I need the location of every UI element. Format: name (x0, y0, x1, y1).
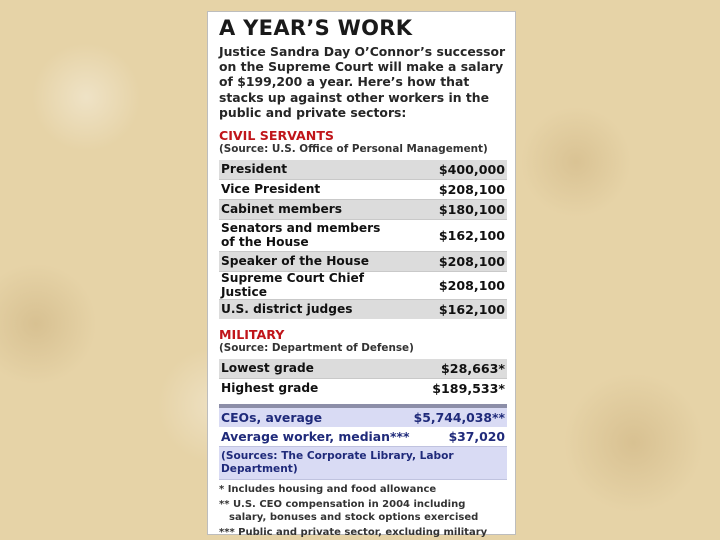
salary-label: U.S. district judges (219, 300, 393, 320)
table-row (219, 200, 507, 220)
table-row (219, 160, 507, 180)
table-row (219, 220, 507, 252)
military-heading: MILITARY (219, 327, 285, 343)
salary-label: Supreme Court Chief Justice (219, 272, 393, 300)
table-row (219, 427, 507, 446)
salary-value: $400,000 (393, 160, 507, 180)
table-row (219, 300, 507, 320)
table-row (219, 252, 507, 272)
salary-infographic (207, 11, 516, 538)
civil-servants-table (219, 160, 507, 319)
salary-value: $208,100 (393, 252, 507, 272)
private-sector-block (219, 404, 507, 480)
salary-value: $189,533* (383, 379, 507, 399)
salary-label: President (219, 160, 393, 180)
private-sector-table (219, 408, 507, 446)
salary-value: $28,663* (383, 359, 507, 379)
civil-servants-source: (Source: U.S. Office of Personal Management) (219, 143, 488, 156)
table-row (219, 272, 507, 300)
military-source: (Source: Department of Defense) (219, 342, 414, 355)
salary-label: Average worker, median*** (219, 427, 412, 446)
salary-label: Highest grade (219, 379, 383, 399)
salary-value: $180,100 (393, 200, 507, 220)
salary-value: $208,100 (393, 180, 507, 200)
table-row (219, 408, 507, 427)
salary-label: Lowest grade (219, 359, 383, 379)
footnote (219, 499, 507, 524)
salary-value: $162,100 (393, 220, 507, 252)
table-row (219, 180, 507, 200)
salary-label: Senators and members of the House (219, 220, 393, 252)
private-sector-source: (Sources: The Corporate Library, Labor Department) (219, 446, 507, 480)
table-row (219, 379, 507, 399)
salary-label: Vice President (219, 180, 393, 200)
salary-value: $208,100 (393, 272, 507, 300)
salary-label: CEOs, average (219, 408, 412, 427)
table-row (219, 359, 507, 379)
salary-value: $5,744,038** (412, 408, 507, 427)
footnotes (219, 484, 507, 539)
salary-value: $162,100 (393, 300, 507, 320)
footnote-line: ** U.S. CEO compensation in 2004 including (219, 499, 466, 511)
civil-servants-heading: CIVIL SERVANTS (219, 128, 334, 144)
infographic-title: A YEAR’S WORK (219, 16, 413, 40)
footnote: * Includes housing and food allowance (219, 484, 437, 496)
footnote: *** Public and private sector, excluding military (219, 526, 488, 538)
footnote-line: salary, bonuses and stock options exercised (229, 511, 479, 523)
military-table (219, 359, 507, 398)
salary-label: Cabinet members (219, 200, 393, 220)
intro-text: Justice Sandra Day O’Connor’s successor on the Supreme Court will make a salary of $199,200 a year. Here’s how that stacks up against other workers in the public and private sectors: (219, 44, 506, 120)
salary-value: $37,020 (412, 427, 507, 446)
salary-label: Speaker of the House (219, 252, 393, 272)
